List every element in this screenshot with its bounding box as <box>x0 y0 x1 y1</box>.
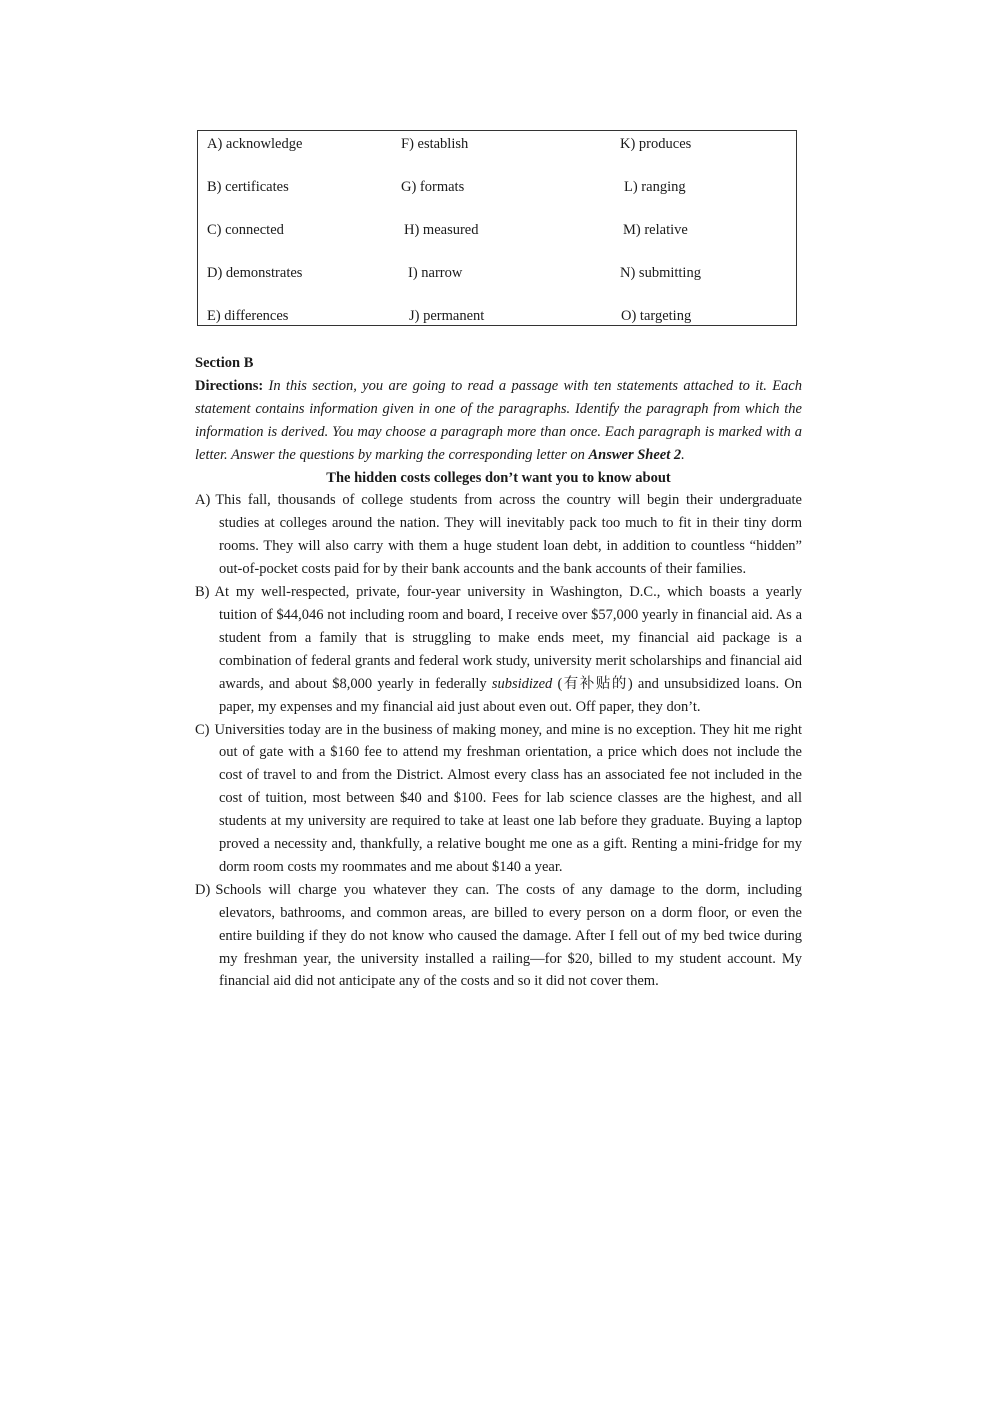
word-option-k: K) produces <box>620 136 692 152</box>
word-option-f: F) establish <box>401 136 469 152</box>
word-option-c: C) connected <box>207 222 284 238</box>
word-option-o: O) targeting <box>621 308 692 324</box>
word-option-e: E) differences <box>207 308 289 324</box>
paragraph-b <box>195 581 802 718</box>
word-option-d: D) demonstrates <box>207 265 303 281</box>
paragraph-text: Schools will charge you whatever they can. The costs of any damage to the dorm, including elevators, bathrooms, and common areas, are billed to every person on a dorm floor, or even the entire building if they do not know who caused the damage. After I fell out of my bed twice during my freshman year, the university installed a railing—for $20, billed to my student account. My financial aid did not anticipate any of the costs and so it did not cover them. <box>215 881 802 990</box>
paragraph-letter: A) <box>195 492 211 509</box>
paragraph-c <box>195 719 802 879</box>
paragraph-text: At my well-respected, private, four-year university in Washington, D.C., which boasts a yearly tuition of $44,046 not including room and board, I receive over $57,000 yearly in financial aid. As a student from a family that is struggling to make ends meet, my financial aid package is a combination of federal grants and federal work study, university merit scholarships and financial aid awards, and about $8,000 yearly in federally <box>214 584 802 692</box>
word-option-g: G) formats <box>401 179 465 195</box>
word-option-b: B) certificates <box>207 179 289 195</box>
word-option-l: L) ranging <box>624 179 686 195</box>
section-b-content <box>195 352 802 993</box>
paragraph-letter: B) <box>195 584 210 601</box>
word-option-m: M) relative <box>623 222 688 238</box>
word-option-h: H) measured <box>404 222 479 238</box>
word-option-i: I) narrow <box>408 265 463 281</box>
italic-term: subsidized <box>491 675 553 692</box>
directions <box>195 375 802 467</box>
directions-label: Directions: <box>195 377 264 394</box>
paragraph-d <box>195 879 802 994</box>
passage-title: The hidden costs colleges don’t want you to know about <box>326 469 671 486</box>
directions-end: . <box>681 446 685 463</box>
paragraph-text-continued: and unsubsidized loans. On paper, my expenses and my financial aid just about even out. Off paper, they don’t. <box>219 675 802 715</box>
section-title: Section B <box>195 355 254 371</box>
word-option-a: A) acknowledge <box>207 136 303 152</box>
word-option-j: J) permanent <box>409 308 485 324</box>
word-bank-table <box>197 130 797 326</box>
paragraph-a <box>195 489 802 581</box>
paragraph-letter: C) <box>195 721 210 738</box>
word-option-n: N) submitting <box>620 265 701 281</box>
paragraph-letter: D) <box>195 881 211 898</box>
directions-text: In this section, you are going to read a passage with ten statements attached to it. Each statement contains information given in one of the paragraphs. Identify the paragraph from which the information is derived. You may choose a paragraph more than once. Each paragraph is marked with a letter. Answer the questions by marking the corresponding letter on <box>195 377 802 463</box>
chinese-gloss: (有补贴的) <box>552 675 633 692</box>
paragraph-text: Universities today are in the business of making money, and mine is no exception. They hit me right out of gate with a $160 fee to attend my freshman orientation, a price which does not include the cost of travel to and from the District. Almost every class has an associated fee not included in the cost of tuition, most between $40 and $100. Fees for lab science classes are the highest, and all students at my university are required to take at least one lab before they graduate. Buying a laptop proved a necessity and, thankfully, a relative bought me one as a gift. Renting a mini-fridge for my dorm room costs my roommates and me about $140 a year. <box>214 721 802 875</box>
paragraph-text: This fall, thousands of college students from across the country will begin their undergraduate studies at colleges around the nation. They will inevitably pack too much to fit in their tiny dorm rooms. They will also carry with them a huge student loan debt, in addition to countless “hidden” out-of-pocket costs paid for by their bank accounts and the bank accounts of their families. <box>215 492 802 578</box>
answer-sheet-reference: Answer Sheet 2 <box>588 446 682 463</box>
